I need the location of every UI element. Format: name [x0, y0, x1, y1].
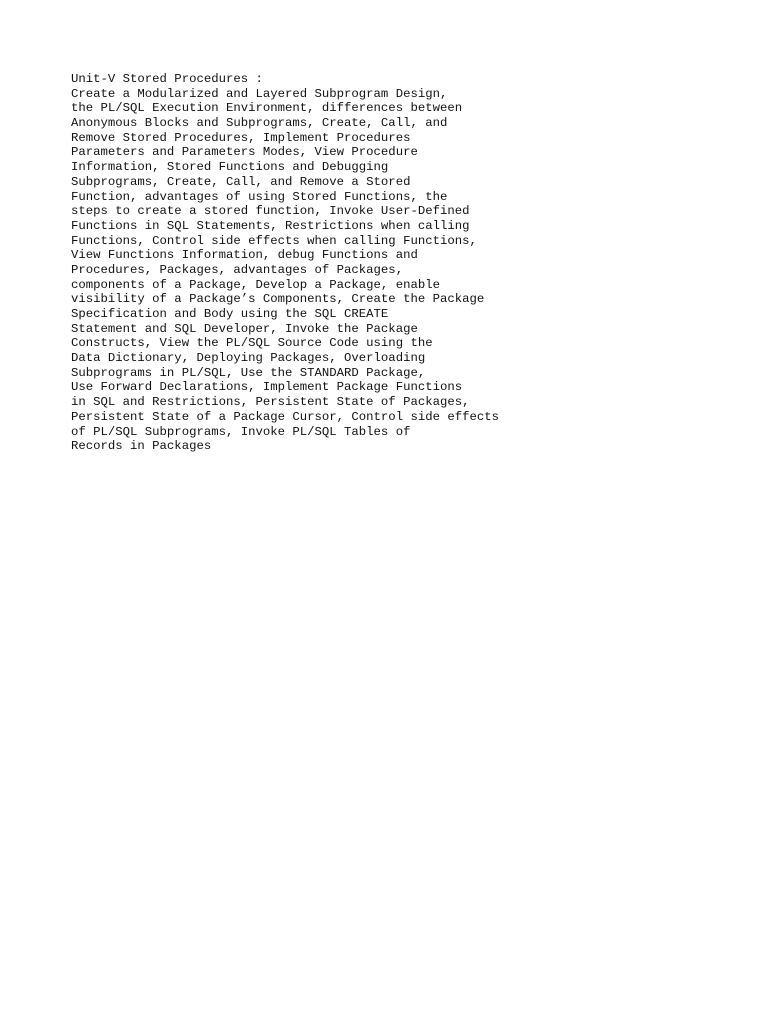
- text-line: View Functions Information, debug Functions and: [71, 248, 418, 263]
- text-line: visibility of a Package’s Components, Create the Package: [71, 292, 485, 307]
- syllabus-text: [71, 72, 731, 454]
- text-line: Information, Stored Functions and Debugging: [71, 160, 389, 175]
- text-line: Unit-V Stored Procedures :: [71, 72, 263, 86]
- text-line: Functions in SQL Statements, Restrictions when calling: [71, 218, 470, 233]
- text-line: Statement and SQL Developer, Invoke the Package: [71, 321, 418, 336]
- text-line: Parameters and Parameters Modes, View Procedure: [71, 145, 418, 160]
- text-line: Specification and Body using the SQL CREATE: [71, 307, 389, 321]
- text-line: Procedures, Packages, advantages of Packages,: [71, 262, 404, 277]
- text-line: Constructs, View the PL/SQL Source Code using the: [71, 336, 433, 351]
- text-line: Subprograms, Create, Call, and Remove a Stored: [71, 174, 411, 189]
- text-line: Functions, Control side effects when calling Functions,: [71, 233, 477, 248]
- text-line: steps to create a stored function, Invoke User-Defined: [71, 204, 470, 219]
- text-line: Records in Packages: [71, 439, 212, 454]
- text-line: of PL/SQL Subprograms, Invoke PL/SQL Tables of: [71, 424, 411, 439]
- text-line: Data Dictionary, Deploying Packages, Overloading: [71, 351, 426, 366]
- text-line: Function, advantages of using Stored Functions, the: [71, 189, 448, 204]
- text-line: the PL/SQL Execution Environment, differences between: [71, 101, 463, 116]
- text-line: Use Forward Declarations, Implement Package Functions: [71, 380, 463, 395]
- text-line: Remove Stored Procedures, Implement Procedures: [71, 130, 411, 145]
- text-line: Create a Modularized and Layered Subprogram Design,: [71, 86, 448, 101]
- text-line: Anonymous Blocks and Subprograms, Create, Call, and: [71, 116, 448, 131]
- text-line: in SQL and Restrictions, Persistent State of Packages,: [71, 395, 470, 410]
- text-line: Persistent State of a Package Cursor, Control side effects: [71, 409, 500, 424]
- text-line: Subprograms in PL/SQL, Use the STANDARD Package,: [71, 365, 426, 380]
- text-line: components of a Package, Develop a Package, enable: [71, 277, 440, 292]
